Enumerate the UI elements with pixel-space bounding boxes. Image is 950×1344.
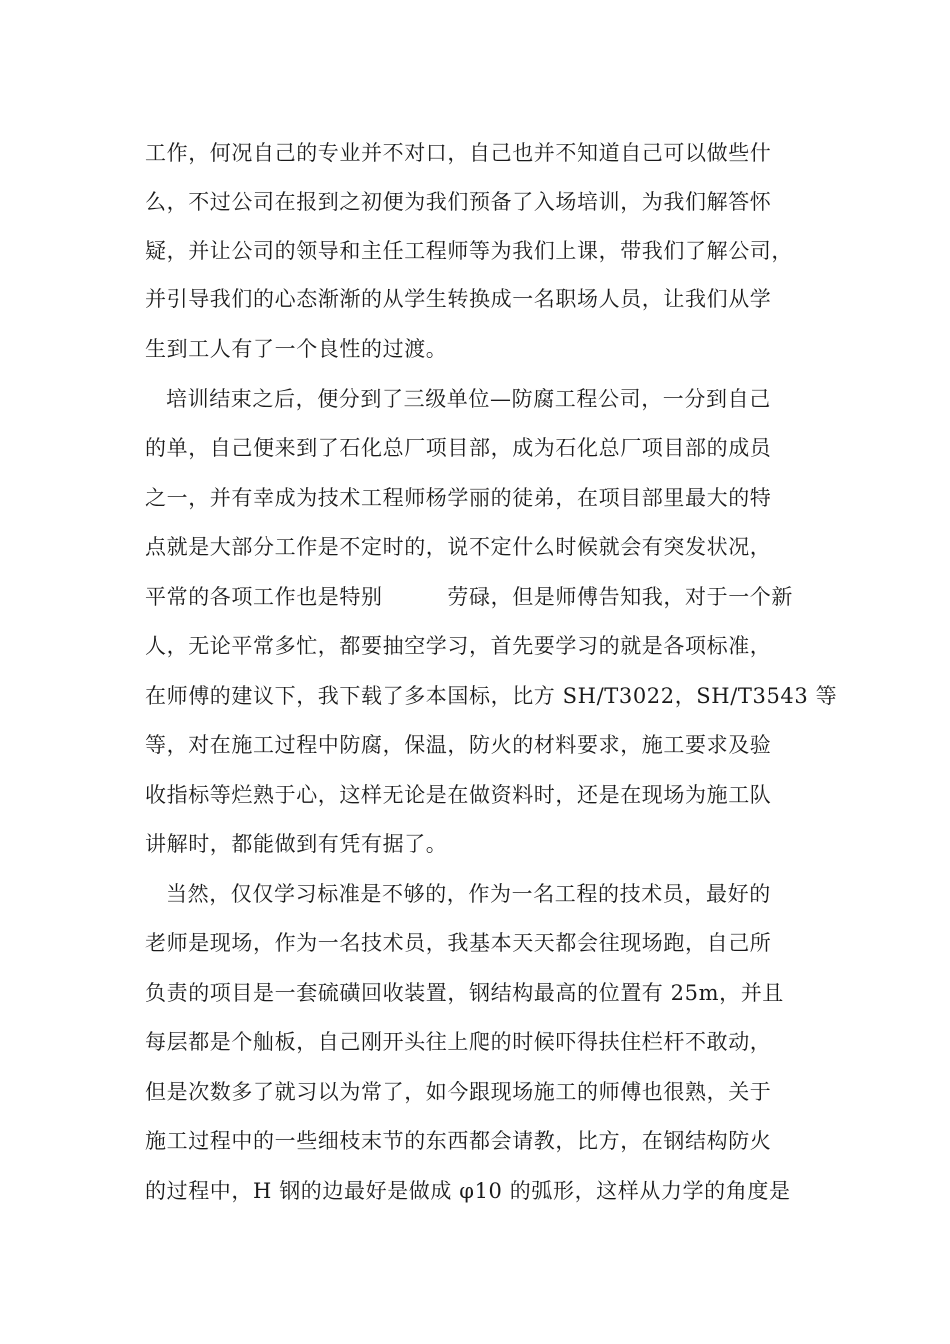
- text-line: 每层都是个舢板，自己刚开头往上爬的时候吓得扶住栏杆不敢动，: [145, 1030, 772, 1054]
- text-line: 人，无论平常多忙，都要抽空学习，首先要学习的就是各项标准，: [145, 634, 772, 658]
- paragraph-first-line: 培训结束之后，便分到了三级单位—防腐工程公司，一分到自己: [166, 387, 771, 411]
- text-line: 讲解时，都能做到有凭有据了。: [145, 832, 448, 856]
- text-line: 施工过程中的一些细枝末节的东西都会请教，比方，在钢结构防火: [145, 1129, 772, 1153]
- paragraph-first-line: 当然，仅仅学习标准是不够的，作为一名工程的技术员，最好的: [166, 882, 771, 906]
- text-line: 工作，何况自己的专业并不对口，自己也并不知道自己可以做些什: [145, 141, 772, 165]
- text-line: 么，不过公司在报到之初便为我们预备了入场培训，为我们解答怀: [145, 190, 772, 214]
- text-line: 老师是现场，作为一名技术员，我基本天天都会往现场跑，自己所: [145, 931, 772, 955]
- text-line: 但是次数多了就习以为常了，如今跟现场施工的师傅也很熟，关于: [145, 1080, 772, 1104]
- text-line: 点就是大部分工作是不定时的，说不定什么时候就会有突发状况，: [145, 535, 772, 559]
- text-line: 之一，并有幸成为技术工程师杨学丽的徒弟，在项目部里最大的特: [145, 486, 772, 510]
- text-line: 生到工人有了一个良性的过渡。: [145, 337, 448, 361]
- text-line: 疑，并让公司的领导和主任工程师等为我们上课，带我们了解公司，: [145, 239, 793, 263]
- text-line: 等，对在施工过程中防腐，保温，防火的材料要求，施工要求及验: [145, 733, 772, 757]
- text-line: 的单，自己便来到了石化总厂项目部，成为石化总厂项目部的成员: [145, 436, 772, 460]
- text-line: 平常的各项工作也是特别 劳碌，但是师傅告知我，对于一个新: [145, 585, 793, 609]
- text-line: 负责的项目是一套硫磺回收装置，钢结构最高的位置有 25m，并且: [145, 981, 784, 1005]
- text-line: 的过程中，H 钢的边最好是做成 φ10 的弧形，这样从力学的角度是: [145, 1179, 791, 1203]
- text-line: 在师傅的建议下，我下载了多本国标，比方 SH/T3022，SH/T3543 等: [145, 684, 838, 708]
- text-line: 收指标等烂熟于心，这样无论是在做资料时，还是在现场为施工队: [145, 783, 772, 807]
- text-line: 并引导我们的心态渐渐的从学生转换成一名职场人员，让我们从学: [145, 287, 772, 311]
